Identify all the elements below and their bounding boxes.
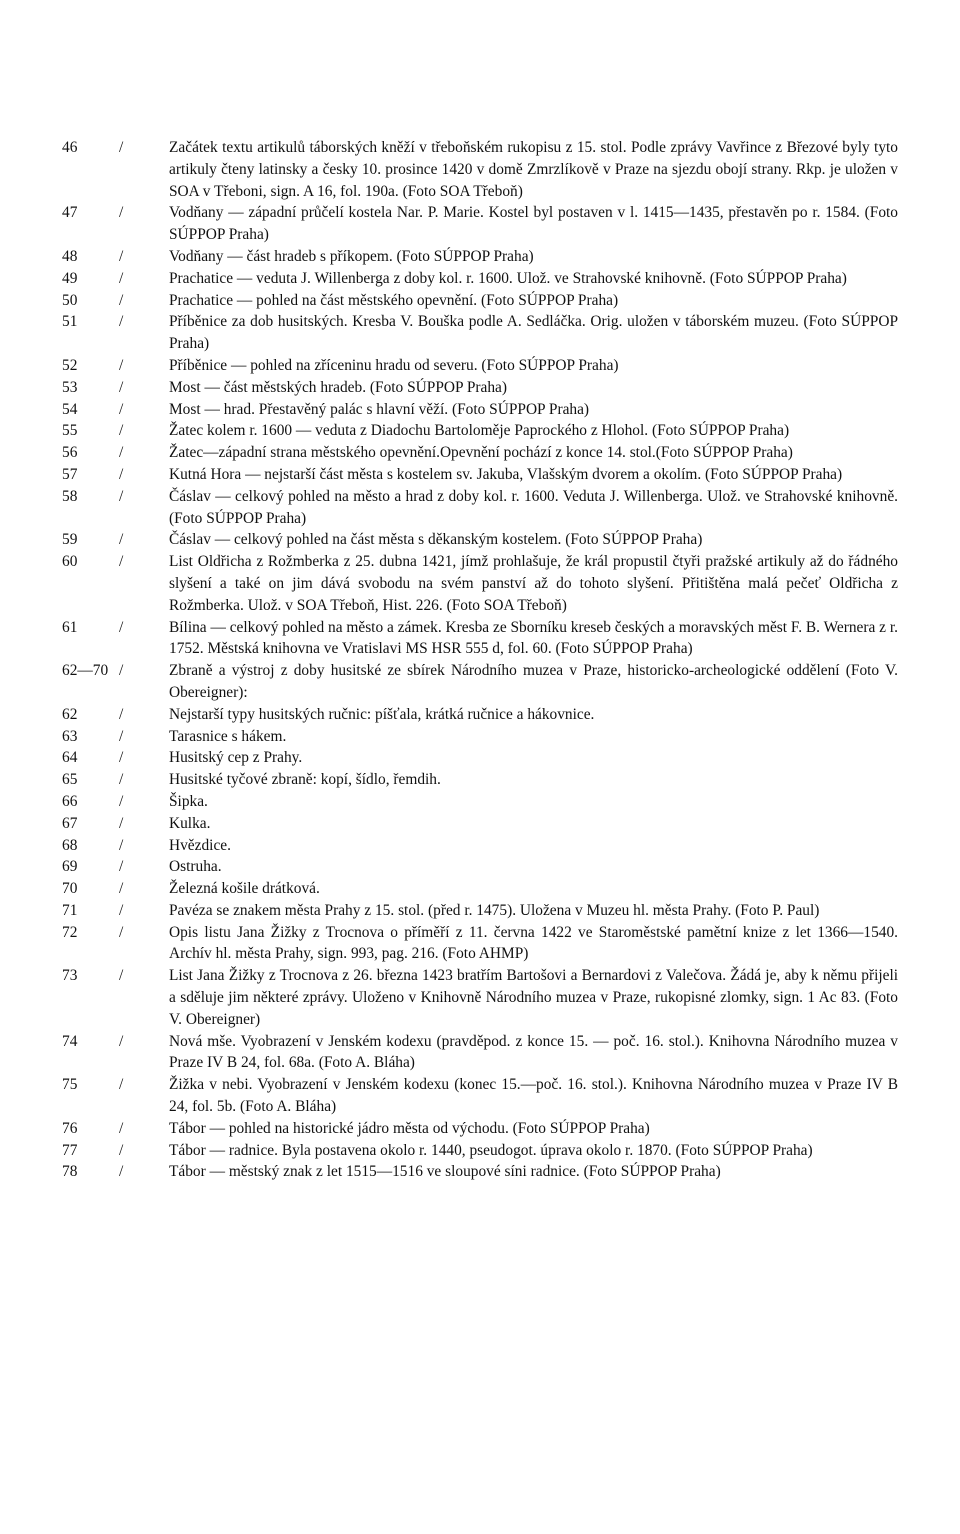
entry-number: 58 (62, 487, 78, 505)
caption-entry (0, 246, 960, 268)
caption-entry (0, 617, 960, 661)
entry-separator: / (119, 553, 124, 571)
entry-number: 62—70 (62, 662, 109, 680)
entry-separator: / (119, 1163, 124, 1181)
entry-separator: / (119, 618, 124, 636)
entry-text: Žatec—západní strana městského opevnění.Opevnění pochází z konce 14. stol.(Foto SÚPPOP Praha) (169, 444, 793, 462)
entry-number: 49 (62, 269, 78, 287)
entry-separator: / (119, 487, 124, 505)
entry-text: Čáslav — celkový pohled na město a hrad z doby kol. r. 1600. Veduta J. Willenberga. Ulož. ve Strahovské knihovně. (Foto SÚPPOP Praha) (169, 487, 898, 527)
caption-entry (0, 769, 960, 791)
entry-text: Kutná Hora — nejstarší část města s kostelem sv. Jakuba, Vlašským dvorem a okolím. (Foto SÚPPOP Praha) (169, 465, 843, 483)
entry-separator: / (119, 269, 124, 287)
entry-text: Ostruha. (169, 858, 222, 876)
entry-number: 63 (62, 727, 78, 745)
entry-number: 46 (62, 139, 78, 156)
entry-separator: / (119, 880, 124, 898)
entry-number: 76 (62, 1119, 78, 1137)
entry-text: Tábor — městský znak z let 1515—1516 ve sloupové síni radnice. (Foto SÚPPOP Praha) (169, 1163, 721, 1181)
entry-text: Vodňany — část hradeb s příkopem. (Foto SÚPPOP Praha) (169, 247, 534, 265)
caption-entry (0, 137, 960, 202)
entry-separator: / (119, 705, 124, 723)
caption-entry (0, 1031, 960, 1075)
entry-number: 57 (62, 465, 78, 483)
entry-separator: / (119, 727, 124, 745)
entry-number: 55 (62, 422, 78, 440)
entry-separator: / (119, 1076, 124, 1094)
caption-entry (0, 529, 960, 551)
entry-number: 52 (62, 356, 78, 374)
entry-separator: / (119, 378, 124, 396)
caption-entry (0, 878, 960, 900)
entry-text: Začátek textu artikulů táborských kněží v třeboňském rukopisu z 15. stol. Podle zprávy Vavřince z Březové byly tyto artikuly čteny latinsky a česky 10. prosince 1420 v domě Zmrzlíkově v Praze na sjezdu obojí strany. Rkp. je uložen v SOA v Třeboni, sign. A 16, fol. 190a. (Foto SOA Třeboň) (169, 139, 898, 200)
entry-separator: / (119, 814, 124, 832)
entry-text: Nejstarší typy husitských ručnic: píšťala, krátká ručnice a hákovnice. (169, 705, 595, 723)
entry-text: Žatec kolem r. 1600 — veduta z Diadochu Bartoloměje Paprockého z Hlohol. (Foto SÚPPOP Praha) (169, 422, 790, 440)
entry-separator: / (119, 923, 124, 941)
entry-number: 54 (62, 400, 78, 418)
entry-separator: / (119, 1032, 124, 1050)
entry-text: Opis listu Jana Žižky z Trocnova o příměří z 11. června 1422 ve Staroměstské pamětní knize z let 1366—1540. Archív hl. města Prahy, sign. 993, pag. 216. (Foto AHMP) (169, 923, 898, 963)
caption-entry (0, 1118, 960, 1140)
entry-separator: / (119, 749, 124, 767)
entry-separator: / (119, 792, 124, 810)
caption-entry (0, 791, 960, 813)
entry-text: Kulka. (169, 814, 211, 832)
entry-separator: / (119, 400, 124, 418)
caption-entry (0, 900, 960, 922)
caption-entry (0, 442, 960, 464)
caption-entry (0, 486, 960, 530)
entry-number: 78 (62, 1163, 78, 1181)
entry-number: 50 (62, 291, 78, 309)
caption-entry (0, 835, 960, 857)
entry-text: Husitský cep z Prahy. (169, 749, 303, 767)
caption-entry (0, 420, 960, 442)
caption-entry (0, 355, 960, 377)
entry-separator: / (119, 444, 124, 462)
entry-text: Bílina — celkový pohled na město a zámek. Kresba ze Sborníku kreseb českých a moravských měst F. B. Wernera z r. 1752. Městská knihovna ve Vratislavi MS HSR 555 d, fol. 60. (Foto SÚPPOP Praha) (169, 618, 898, 658)
entry-separator: / (119, 662, 124, 680)
entry-separator: / (119, 139, 124, 156)
entry-number: 69 (62, 858, 78, 876)
entry-number: 72 (62, 923, 78, 941)
caption-entry (0, 551, 960, 616)
entry-text: Most — hrad. Přestavěný palác s hlavní věží. (Foto SÚPPOP Praha) (169, 400, 590, 418)
entry-text: Příběnice — pohled na zříceninu hradu od severu. (Foto SÚPPOP Praha) (169, 356, 619, 374)
entry-number: 77 (62, 1141, 78, 1159)
entry-number: 65 (62, 771, 78, 789)
entry-number: 74 (62, 1032, 78, 1050)
entry-text: Husitské tyčové zbraně: kopí, šídlo, řemdih. (169, 771, 441, 789)
caption-entry (0, 202, 960, 246)
entry-number: 53 (62, 378, 78, 396)
entry-separator: / (119, 967, 124, 985)
entry-text: Tábor — radnice. Byla postavena okolo r. 1440, pseudogot. úprava okolo r. 1870. (Foto SÚPPOP Praha) (169, 1141, 813, 1159)
entry-number: 66 (62, 792, 78, 810)
entry-number: 68 (62, 836, 78, 854)
entry-separator: / (119, 858, 124, 876)
entry-text: List Oldřicha z Rožmberka z 25. dubna 1421, jímž prohlašuje, že král propustil čtyři pražské artikuly až do řádného slyšení a také on jim dává svobodu na svém panství až do tohoto slyšení. Přitištěna malá pečeť Oldřicha z Rožmberka. Ulož. v SOA Třeboň, Hist. 226. (Foto SOA Třeboň) (169, 553, 898, 614)
entry-separator: / (119, 422, 124, 440)
entry-separator: / (119, 356, 124, 374)
caption-entry (0, 311, 960, 355)
caption-entry (0, 965, 960, 1030)
entry-number: 62 (62, 705, 78, 723)
entry-number: 71 (62, 901, 78, 919)
entry-number: 51 (62, 313, 78, 331)
entry-text: Železná košile drátková. (169, 880, 320, 898)
entry-text: Šipka. (169, 792, 208, 810)
entry-number: 48 (62, 247, 78, 265)
entry-text: List Jana Žižky z Trocnova z 26. března 1423 bratřím Bartošovi a Bernardovi z Valečova. Žádá je, aby k němu přijeli a sděluje jim některé zprávy. Uloženo v Knihovně Národního muzea v Praze, rukopisné zlomky, sign. 1 Ac 83. (Foto V. Obereigner) (169, 967, 898, 1028)
entry-separator: / (119, 1141, 124, 1159)
caption-entry (0, 856, 960, 878)
entry-separator: / (119, 313, 124, 331)
entry-number: 56 (62, 444, 78, 462)
entry-separator: / (119, 1119, 124, 1137)
entry-number: 60 (62, 553, 78, 571)
entry-separator: / (119, 247, 124, 265)
caption-entry (0, 747, 960, 769)
caption-entry (0, 704, 960, 726)
caption-entry (0, 290, 960, 312)
caption-entry (0, 1074, 960, 1118)
entry-number: 64 (62, 749, 78, 767)
entry-number: 70 (62, 880, 78, 898)
entry-text: Vodňany — západní průčelí kostela Nar. P. Marie. Kostel byl postaven v l. 1415—1435, přestavěn po r. 1584. (Foto SÚPPOP Praha) (169, 204, 898, 244)
entry-number: 47 (62, 204, 78, 222)
caption-entry (0, 268, 960, 290)
caption-entry (0, 1140, 960, 1162)
entry-text: Prachatice — veduta J. Willenberga z doby kol. r. 1600. Ulož. ve Strahovské knihovně. (Foto SÚPPOP Praha) (169, 269, 847, 287)
entry-text: Pavéza se znakem města Prahy z 15. stol. (před r. 1475). Uložena v Muzeu hl. města Prahy. (Foto P. Paul) (169, 901, 820, 919)
entry-text: Nová mše. Vyobrazení v Jenském kodexu (pravděpod. z konce 15. — poč. 16. stol.). Knihovna Národního muzea v Praze IV B 24, fol. 68a. (Foto A. Bláha) (169, 1032, 898, 1072)
entry-separator: / (119, 204, 124, 222)
entry-separator: / (119, 531, 124, 549)
entry-number: 67 (62, 814, 78, 832)
entry-text: Hvězdice. (169, 836, 231, 854)
entry-number: 73 (62, 967, 78, 985)
entry-text: Zbraně a výstroj z doby husitské ze sbírek Národního muzea v Praze, historicko-archeologické oddělení (Foto V. Obereigner): (169, 662, 898, 701)
caption-entry (0, 377, 960, 399)
caption-entry (0, 464, 960, 486)
entry-text: Most — část městských hradeb. (Foto SÚPPOP Praha) (169, 378, 508, 396)
entry-number: 59 (62, 531, 78, 549)
entry-number: 75 (62, 1076, 78, 1094)
entry-separator: / (119, 465, 124, 483)
entry-text: Tábor — pohled na historické jádro města od východu. (Foto SÚPPOP Praha) (169, 1119, 650, 1137)
caption-entry (0, 660, 960, 704)
entry-text: Žižka v nebi. Vyobrazení v Jenském kodexu (konec 15.—poč. 16. stol.). Knihovna Národního muzea v Praze IV B 24, fol. 5b. (Foto A. Bláha) (169, 1076, 898, 1116)
entry-separator: / (119, 291, 124, 309)
entry-text: Prachatice — pohled na část městského opevnění. (Foto SÚPPOP Praha) (169, 291, 619, 309)
caption-list (0, 137, 960, 1183)
entry-separator: / (119, 901, 124, 919)
entry-separator: / (119, 836, 124, 854)
caption-entry (0, 922, 960, 966)
caption-entry (0, 399, 960, 421)
entry-separator: / (119, 771, 124, 789)
entry-text: Tarasnice s hákem. (169, 727, 287, 745)
caption-entry (0, 1161, 960, 1183)
entry-text: Příběnice za dob husitských. Kresba V. Bouška podle A. Sedláčka. Orig. uložen v táborském muzeu. (Foto SÚPPOP Praha) (169, 313, 898, 353)
caption-entry (0, 813, 960, 835)
entry-text: Čáslav — celkový pohled na část města s děkanským kostelem. (Foto SÚPPOP Praha) (169, 531, 703, 549)
caption-entry (0, 726, 960, 748)
entry-number: 61 (62, 618, 78, 636)
